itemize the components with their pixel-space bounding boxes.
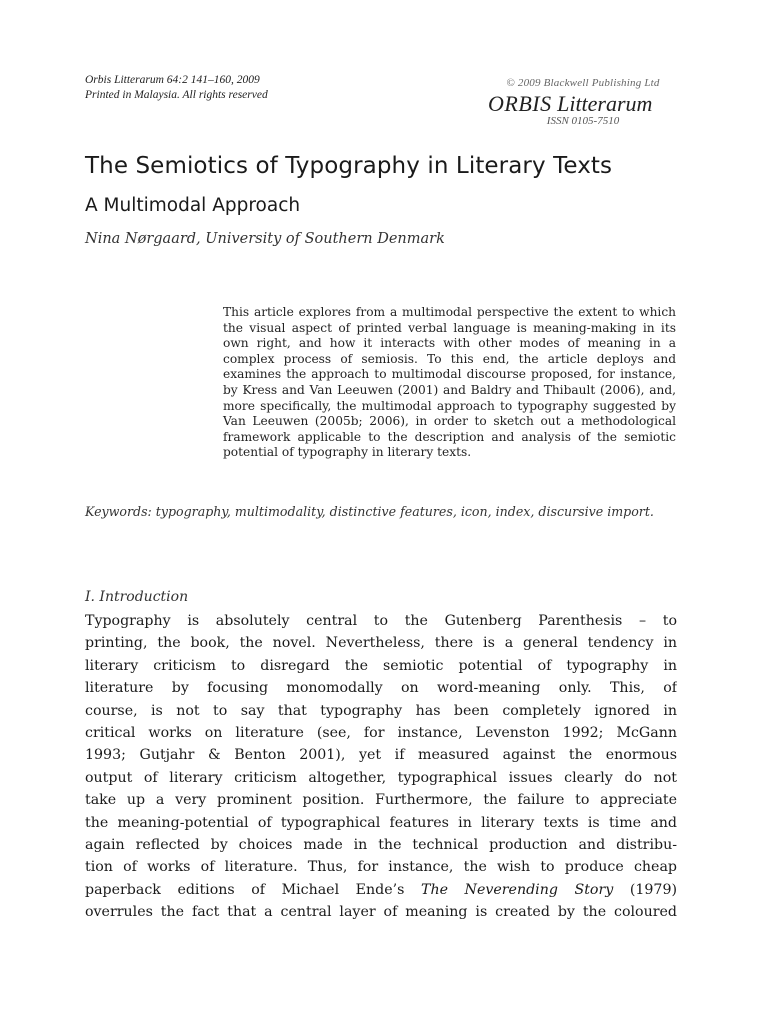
issn: ISSN 0105-7510 (546, 115, 620, 127)
citation-block (85, 73, 268, 103)
body-line: literature by focusing monomodally on word-meaning only. This, of (85, 680, 677, 697)
body-line: tion of works of literature. Thus, for instance, the wish to produce cheap (85, 859, 677, 876)
body-line: course, is not to say that typography has been completely ignored in (85, 702, 677, 719)
journal-name-rest: Litterarum (557, 91, 653, 116)
keywords: Keywords: typography, multimodality, distinctive features, icon, index, discursive import. (85, 504, 654, 519)
body-line: take up a very prominent position. Furthermore, the failure to appreciate (85, 792, 677, 809)
citation-line-2: Printed in Malaysia. All rights reserved (85, 89, 268, 101)
body-line: Typography is absolutely central to the Gutenberg Parenthesis – to (85, 613, 677, 629)
body-line: printing, the book, the novel. Nevertheless, there is a general tendency in (85, 635, 677, 652)
copyright-notice: © 2009 Blackwell Publishing Ltd (506, 77, 660, 89)
journal-logo (488, 91, 678, 117)
body-line: again reflected by choices made in the technical production and distribu- (85, 837, 677, 854)
section-heading: I. Introduction (85, 589, 189, 605)
body-line: overrules the fact that a central layer of meaning is created by the coloured (85, 904, 677, 921)
article-author: Nina Nørgaard, University of Southern Denmark (85, 231, 445, 247)
citation-line-1: Orbis Litterarum 64:2 141–160, 2009 (85, 74, 260, 86)
book-title: The Neverending Story (421, 881, 614, 898)
body-line-with-title (85, 879, 677, 901)
body-line: the meaning-potential of typographical features in literary texts is time and (85, 814, 677, 831)
body-text-segment: paperback editions of Michael Ende’s (85, 881, 421, 898)
body-line: critical works on literature (see, for instance, Levenston 1992; McGann (85, 725, 677, 742)
journal-name-caps: ORBIS (488, 91, 552, 116)
body-text-segment: (1979) (613, 881, 677, 898)
body-text (85, 610, 677, 924)
journal-masthead (488, 77, 678, 127)
article-subtitle: A Multimodal Approach (85, 195, 301, 216)
body-line: output of literary criticism altogether, typographical issues clearly do not (85, 769, 677, 786)
article-title: The Semiotics of Typography in Literary Texts (85, 153, 613, 179)
body-line: 1993; Gutjahr & Benton 2001), yet if measured against the enormous (85, 747, 677, 764)
body-line: literary criticism to disregard the semiotic potential of typography in (85, 657, 677, 674)
abstract: This article explores from a multimodal perspective the extent to which the visual aspect of printed verbal language is meaning-making in its own right, and how it interacts with other modes of meaning in a complex process of semiosis. To this end, the article deploys and examines the approach to multimodal discourse proposed, for instance, by Kress and Van Leeuwen (2001) and Baldry and Thibault (2006), and, more specifically, the multimodal approach to typography suggested by Van Leeuwen (2005b; 2006), in order to sketch out a methodological framework applicable to the description and analysis of the semiotic potential of typography in literary texts. (223, 305, 676, 460)
